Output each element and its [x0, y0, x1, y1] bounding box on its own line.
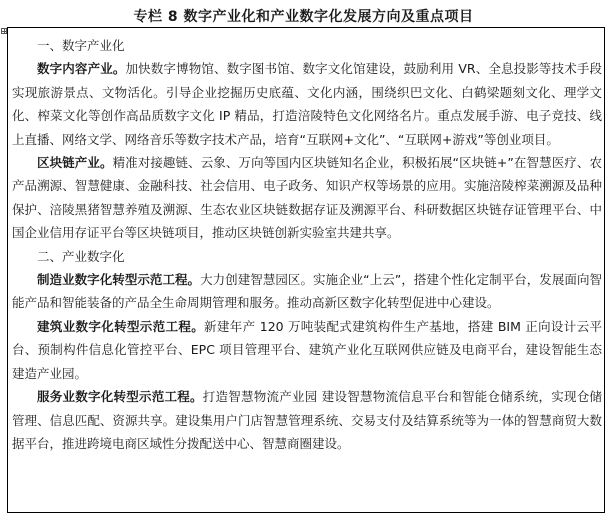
- lead-construction: 建筑业数字化转型示范工程。: [37, 318, 205, 334]
- column-content: [8, 28, 604, 455]
- column-title: 专栏 8 数字产业化和产业数字化发展方向及重点项目: [133, 9, 474, 25]
- paragraph-blockchain: [12, 151, 602, 245]
- lead-blockchain: 区块链产业。: [37, 155, 113, 171]
- text-blockchain: 精准对接趣链、云象、万向等国内区块链知名企业，积极拓展“区块链+”在智慧医疗、农产品溯源、智慧健康、金融科技、社会信用、电子政务、知识产权等场景的应用。实施涪陵榨菜溯源及品种保护、涪陵黑猪智慧养殖及溯源、生态农业区块链数据存证及溯源平台、科研数据区块链存证管理平台、中国企业信用存证平台等区块链项目，推动区块链创新实验室共建共享。: [12, 155, 602, 241]
- section-heading-digital-industrialization: 一、数字产业化: [37, 38, 125, 53]
- paragraph-digital-content: [12, 57, 602, 151]
- lead-digital-content: 数字内容产业。: [37, 61, 126, 77]
- paragraph-manufacturing: [12, 268, 602, 315]
- text-services: 打造智慧物流产业园 建设智慧物流信息平台和智能仓储系统，实现仓储管理、信息匹配、资源共享。建设集用户门店智慧管理系统、交易支付及结算系统等为一体的智慧商贸大数据平台，推进跨境电商区域性分拨配送中心、智慧商圈建设。: [12, 389, 602, 451]
- text-digital-content: 加快数字博物馆、数字图书馆、数字文化馆建设，鼓励利用 VR、全息投影等技术手段实现旅游景点、文物活化。引导企业挖掘历史底蕴、文化内涵，围绕织巴文化、白鹤梁题刻文化、理学文化、榨菜文化等创作高品质数字文化 IP 精品，打造涪陵特色文化网络名片。重点发展手游、电子竞技、线上直播、网络文学、网络音乐等数字技术产品，培育“互联网+文化”、“互联网+游戏”等创业项目。: [12, 61, 602, 147]
- paragraph-construction: [12, 315, 602, 385]
- section-heading-industrial-digitalization: 二、产业数字化: [37, 248, 125, 264]
- column-box: [7, 27, 605, 513]
- text-manufacturing: 大力创建智慧园区。实施企业“上云”，搭建个性化定制平台，发展面向智能产品和智能装备的产品全生命周期管理和服务。推动高新区数字化转型促进中心建设。: [12, 272, 602, 311]
- lead-services: 服务业数字化转型示范工程。: [37, 389, 203, 405]
- lead-manufacturing: 制造业数字化转型示范工程。: [37, 272, 201, 288]
- text-construction: 新建年产 120 万吨装配式建筑构件生产基地，搭建 BIM 正向设计云平台、预制构件信息化管控平台、EPC 项目管理平台、建筑产业化互联网供应链及电商平台，建设智能生态建造产业园。: [12, 318, 602, 381]
- paragraph-services: [12, 385, 602, 455]
